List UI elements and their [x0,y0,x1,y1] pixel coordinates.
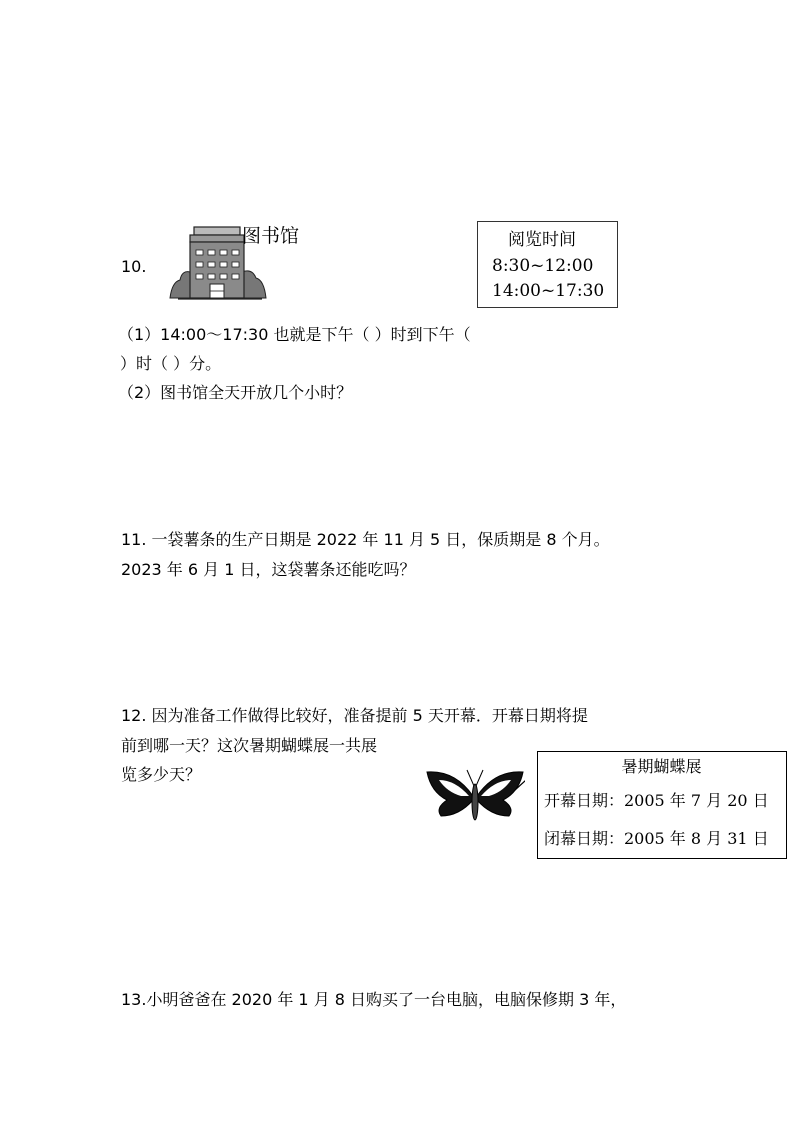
library-hours-box [477,221,618,308]
q11-line1: 11. 一袋薯条的生产日期是 2022 年 11 月 5 日，保质期是 8 个月。 [121,530,610,549]
expo-close-date: 闭幕日期：2005 年 8 月 31 日 [544,829,769,848]
hours-session-afternoon: 14:00~17:30 [492,281,605,301]
q10-sub1-line1: （1）14:00～17:30 也就是下午（ ）时到下午（ [118,325,471,344]
butterfly-icon [425,762,525,832]
library-sign: 图书馆 [242,225,300,247]
q12-line2: 前到哪一天？这次暑期蝴蝶展一共展 [121,736,378,755]
expo-title: 暑期蝴蝶展 [621,757,702,776]
q13-line1: 13.小明爸爸在 2020 年 1 月 8 日购买了一台电脑，电脑保修期 3 年， [121,990,627,1009]
q11-line2: 2023 年 6 月 1 日，这袋薯条还能吃吗？ [121,560,416,579]
hours-session-morning: 8:30~12:00 [492,256,594,276]
hours-title: 阅览时间 [508,230,576,250]
butterfly-expo-box [537,751,787,859]
q10-sub2: （2）图书馆全天开放几个小时？ [118,383,353,402]
q10-sub1-line2: ）时（ ）分。 [120,354,222,373]
q10-number: 10. [121,257,147,276]
q12-line3: 览多少天？ [121,765,202,784]
expo-open-date: 开幕日期：2005 年 7 月 20 日 [544,791,769,810]
q12-line1: 12. 因为准备工作做得比较好，准备提前 5 天开幕．开幕日期将提 [121,706,588,725]
